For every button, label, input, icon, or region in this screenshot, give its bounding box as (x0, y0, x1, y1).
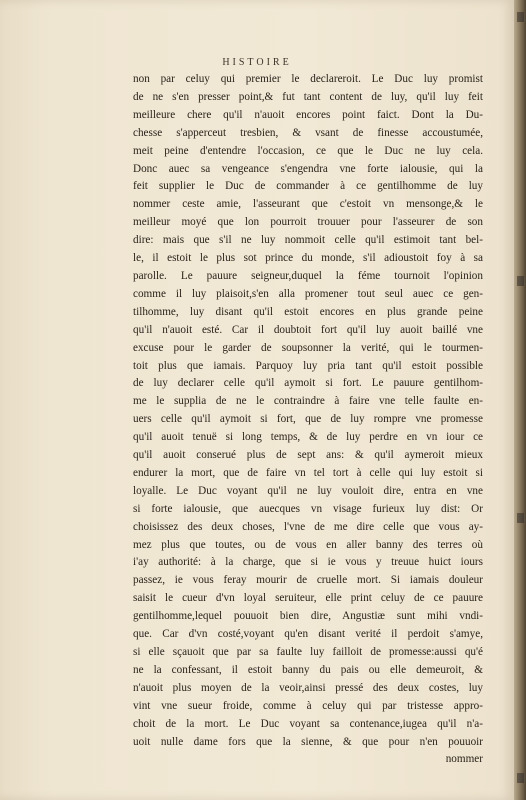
text-line: comme il luy plaisoit,s'en alla promener tout seul auec ce gen- (133, 287, 483, 300)
text-line: de ne s'en presser point,& fut tant content de luy, qu'il luy feit (133, 90, 483, 103)
text-line: qu'il auoit conserué plus de sept ans: & qu'il aymeroit mieux (133, 449, 483, 462)
text-line: me le supplia de ne le contraindre à faire vne telle faulte en- (133, 395, 483, 408)
text-line: feit supplier le Duc de commander à ce gentilhomme de luy (133, 180, 483, 193)
text-line: meit peine d'entendre l'occasion, ce que le Duc ne luy cela. (133, 144, 483, 157)
binding-gutter (514, 0, 526, 800)
text-line: meilleur moyé que lon pourroit trouuer pour l'asseurer de son (133, 216, 483, 229)
text-line: tilhomme, luy disant qu'il estoit encores en plus grande peine (133, 305, 483, 318)
text-line: le, il estoit le plus sot prince du monde, s'il adioustoit foy à sa (133, 252, 483, 265)
text-line: mez plus que toutes, ou de vous en aller banny des terres où (133, 538, 483, 551)
text-line: parolle. Le pauure seigneur,duquel la féme tournoit l'opinion (133, 269, 483, 282)
text-line: uers celle qu'il aymoit si fort, que de luy rompre vne promesse (133, 413, 483, 426)
running-head: HISTOIRE (222, 57, 292, 68)
text-line: de luy declarer celle qu'il aymoit si fort. Le pauure gentilhom- (133, 377, 483, 390)
binding-thread (517, 773, 524, 783)
binding-thread (517, 276, 524, 286)
text-line: saisit le cueur d'vn loyal seruiteur, elle print celuy de ce pauure (133, 592, 483, 605)
binding-thread (517, 513, 524, 523)
binding-thread (517, 12, 524, 22)
text-line: dire: mais que s'il ne luy nommoit celle qu'il estimoit tant bel- (133, 234, 483, 247)
text-line: choit de la mort. Le Duc voyant sa contenance,iugea qu'il n'a- (133, 717, 483, 730)
text-line: qu'il n'auoit esté. Car il doubtoit fort qu'il luy auoit baillé vne (133, 323, 483, 336)
body-text (133, 71, 483, 769)
text-line: vint vne sueur froide, comme à celuy qui par tristesse appro- (133, 699, 483, 712)
text-line: choisissez des deux choses, l'vne de me dire celle que vous ay- (133, 520, 483, 533)
text-line: endurer la mort, que de faire vn tel tort à celle qui luy estoit si (133, 466, 483, 479)
text-line: Donc auec sa vengeance s'engendra vne forte ialousie, qui la (133, 162, 483, 175)
text-line: uoit nulle dame fors que la sienne, & que pour n'en pouuoir (133, 735, 483, 748)
text-line: passez, ie vous feray mourir de cruelle mort. Si iamais douleur (133, 574, 483, 587)
text-line: que. Car d'vn costé,voyant qu'en disant verité il perdoit s'amye, (133, 628, 483, 641)
text-line: toit plus que iamais. Parquoy luy pria tant qu'il estoit possible (133, 359, 483, 372)
text-line: non par celuy qui premier le declareroit. Le Duc luy promist (133, 73, 483, 85)
text-line: si elle sçauoit que par sa faulte luy failloit de promesse:aussi qu'é (133, 646, 483, 658)
text-line: gentilhomme,lequel pouuoit bien dire, Angustiæ sunt mihi vndi- (133, 610, 483, 623)
text-line: ne la confessant, il estoit banny du pais ou elle demeuroit, & (133, 663, 483, 676)
catchword: nommer (445, 753, 483, 766)
text-line: nommer ceste amie, l'asseurant que c'estoit vn mensonge,& le (133, 198, 483, 211)
text-line: loyalle. Le Duc voyant qu'il ne luy vouloit dire, entra en vne (133, 484, 483, 497)
text-line: meilleure chere qu'il n'auoit encores point faict. Dont la Du- (133, 108, 483, 121)
text-line: chesse s'apperceut tresbien, & vsant de finesse accoustumée, (133, 126, 483, 139)
text-line: si forte ialousie, que auecques vn visage furieux luy dist: Or (133, 502, 483, 515)
text-line: qu'il auoit tenuë si long temps, & de luy perdre en vn iour ce (133, 431, 483, 444)
text-line: i'ay authorité: à la charge, que si ie vous y treuue huict iours (133, 556, 483, 569)
text-line: n'auoit plus moyen de la veoir,ainsi pressé des deux costes, luy (133, 681, 483, 694)
text-line: excuse pour le garder de soupsonner la verité, qui le tourmen- (133, 341, 483, 354)
